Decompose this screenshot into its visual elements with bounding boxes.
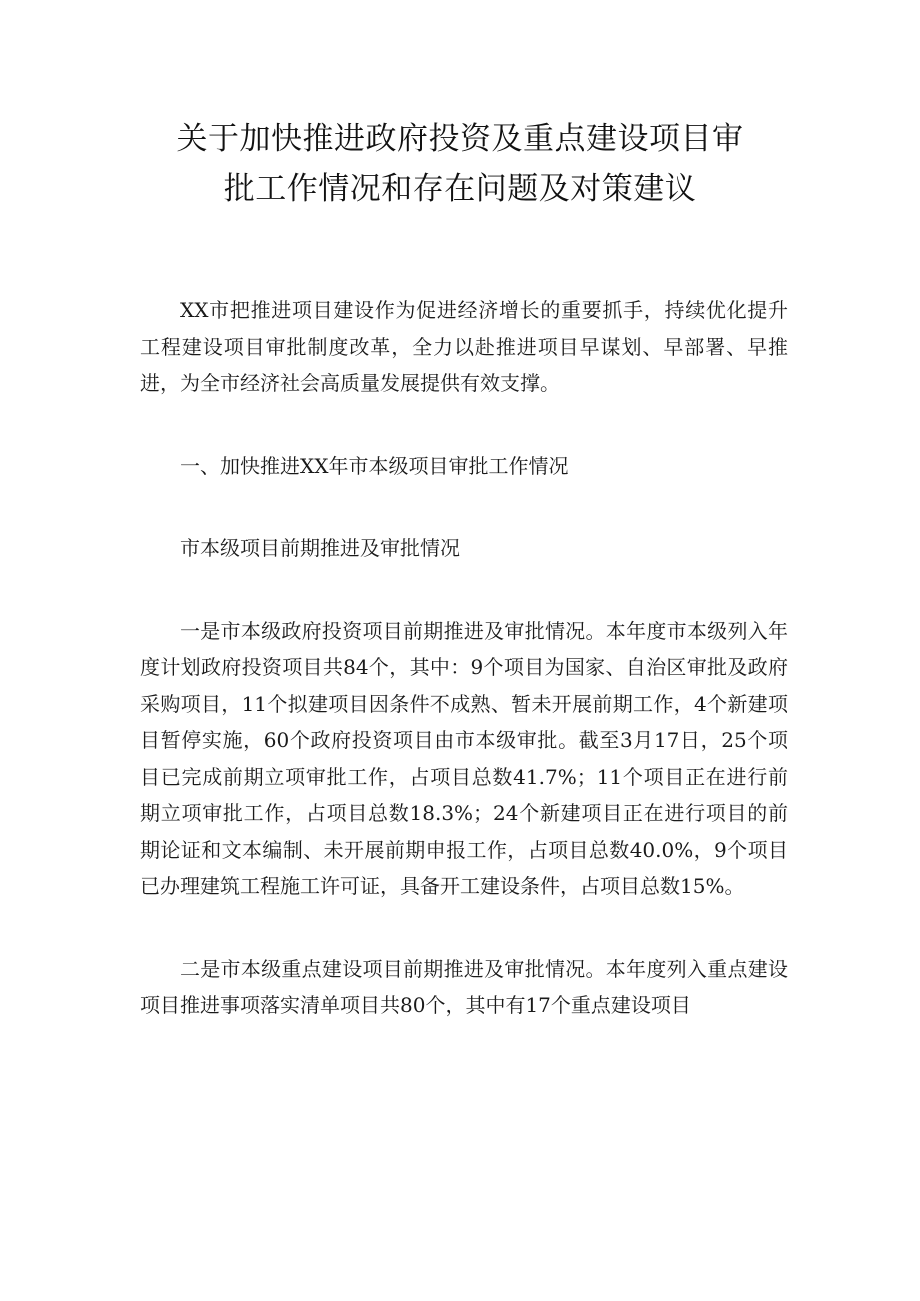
intro-paragraph: XX市把推进项目建设作为促进经济增长的重要抓手，持续优化提升工程建设项目审批制度改革，全力以赴推进项目早谋划、早部署、早推进，为全市经济社会高质量发展提供有效支撑。 [140,298,788,395]
section-heading-1: 一、加快推进XX年市本级项目审批工作情况 [180,453,569,478]
title-line-1: 关于加快推进政府投资及重点建设项目审 [176,121,744,157]
paragraph-point-1: 一是市本级政府投资项目前期推进及审批情况。本年度市本级列入年度计划政府投资项目共84个，其中：9个项目为国家、自治区审批及政府采购项目，11个拟建项目因条件不成熟、暂未开展前期工作，4个新建项目暂停实施，60个政府投资项目由市本级审批。截至3月17日，25个项目已完成前期立项审批工作，占项目总数41.7%；11个项目正在进行前期立项审批工作，占项目总数18.3%；24个新建项目正在进行项目的前期论证和文本编制、未开展前期申报工作，占项目总数40.0%，9个项目已办理建筑工程施工许可证，具备开工建设条件，占项目总数15%。 [140,618,788,898]
paragraph-point-2: 二是市本级重点建设项目前期推进及审批情况。本年度列入重点建设项目推进事项落实清单项目共80个，其中有17个重点建设项目 [140,956,788,1017]
title-line-2: 批工作情况和存在问题及对策建议 [223,171,697,207]
document-body [140,292,788,1024]
subsection-heading: 市本级项目前期推进及审批情况 [180,536,460,560]
document-title [130,114,790,214]
